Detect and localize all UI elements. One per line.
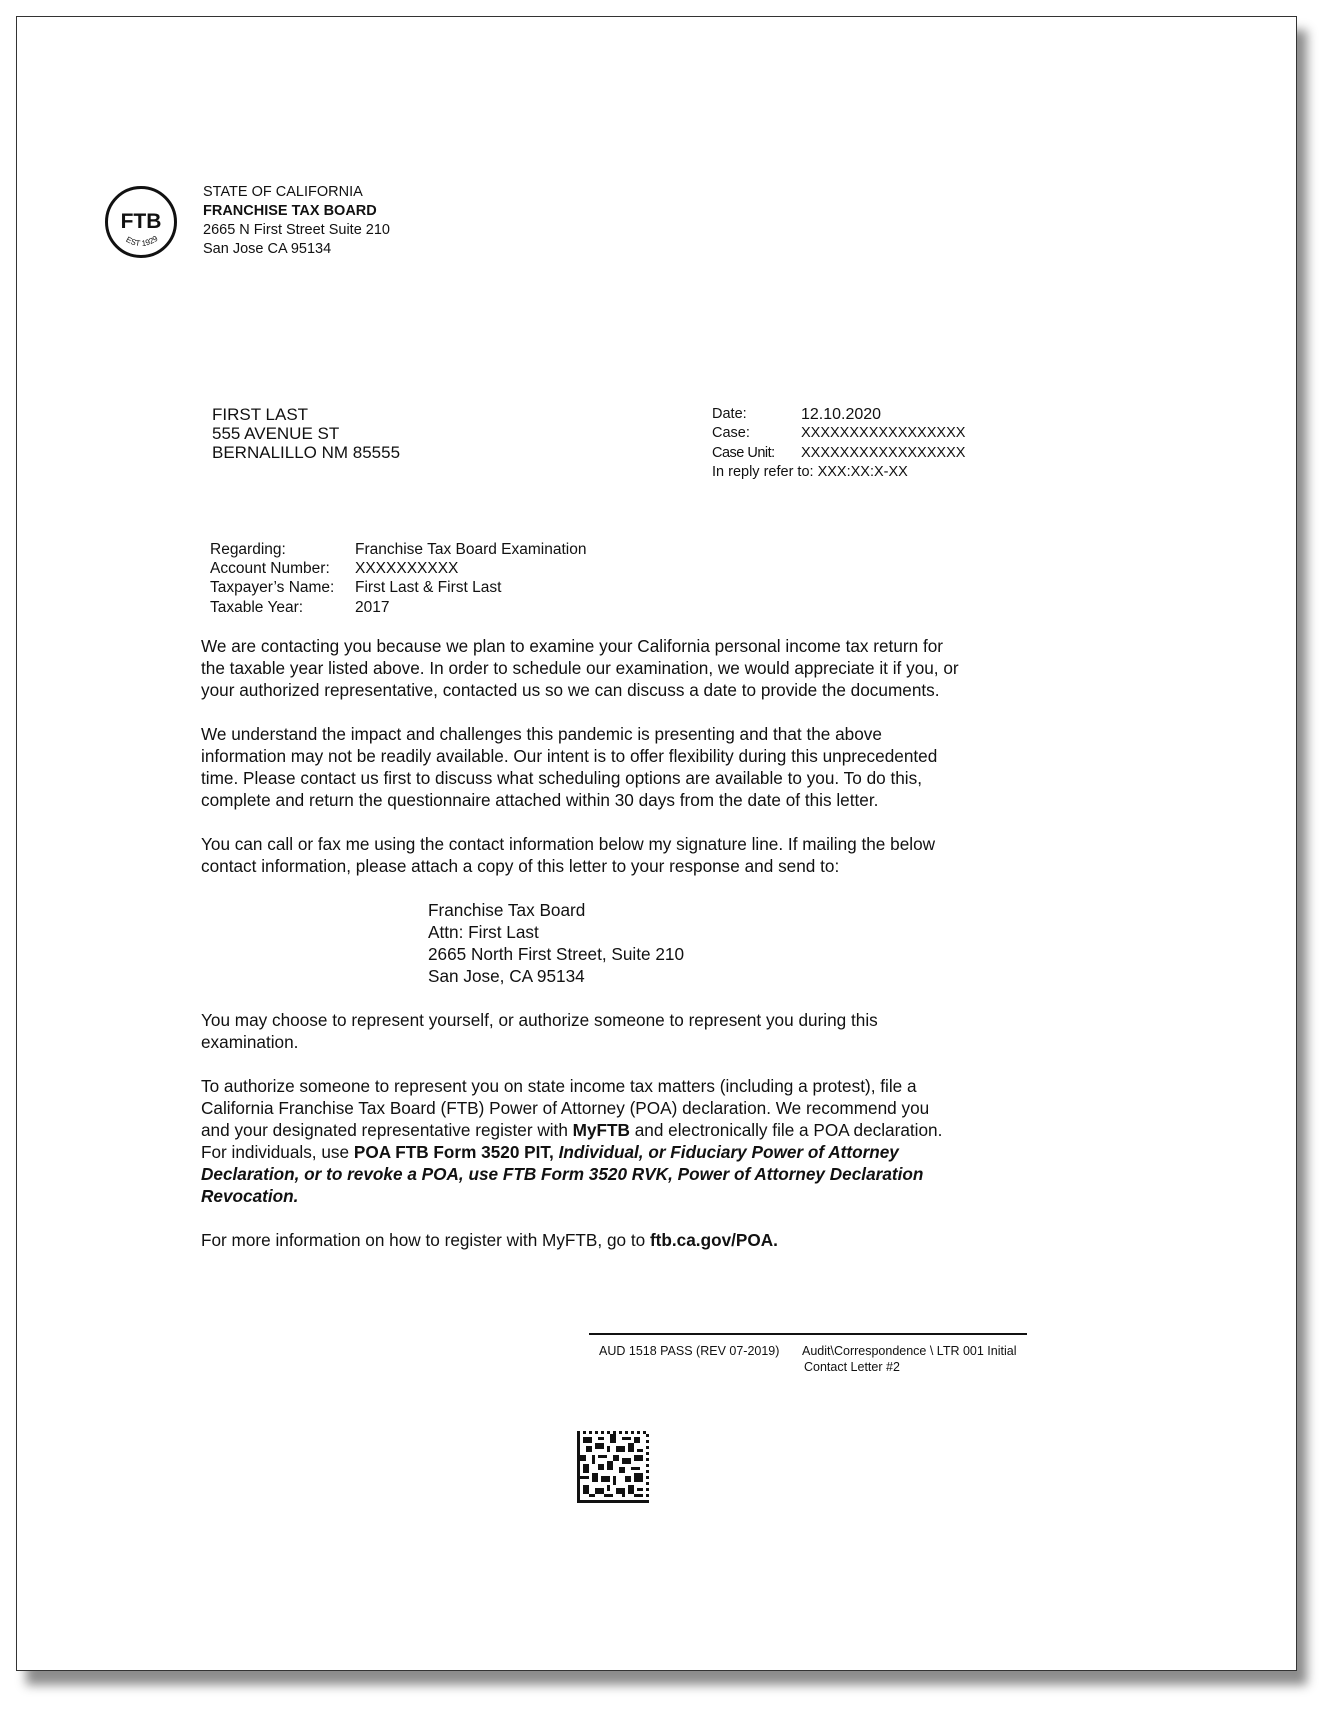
taxable-year-row — [210, 598, 586, 617]
regarding-block — [210, 540, 586, 617]
paragraph-representation: You may choose to represent yourself, or authorize someone to represent you during this examination. — [201, 1010, 878, 1052]
agency-street: 2665 N First Street Suite 210 — [203, 222, 390, 238]
addressee-name: FIRST LAST — [212, 405, 309, 424]
case-unit-row — [712, 444, 965, 463]
addressee-street: 555 AVENUE ST — [212, 424, 340, 443]
form-path-line-1: Audit\Correspondence \ LTR 001 Initial — [802, 1344, 1017, 1358]
agency-name: FRANCHISE TAX BOARD — [203, 203, 377, 219]
ftb-seal-icon — [104, 185, 178, 259]
case-unit-value: XXXXXXXXXXXXXXXXX — [801, 444, 966, 461]
myftb-term: MyFTB — [572, 1120, 630, 1140]
date-value: 12.10.2020 — [801, 406, 882, 423]
regarding-label: Regarding: — [210, 541, 286, 558]
paragraph-intro: We are contacting you because we plan to examine your California personal income tax return for the taxable year listed above. In order to schedule our examination, we would appreciate it if you, or your authorized representative, contacted us so we can discuss a date to provide the documents. — [201, 636, 959, 700]
letter-body — [201, 635, 961, 1273]
regarding-value: Franchise Tax Board Examination — [355, 541, 587, 558]
poa-form-name: POA FTB Form 3520 PIT, — [353, 1142, 559, 1162]
account-number-label: Account Number: — [210, 560, 330, 578]
agency-city: San Jose CA 95134 — [203, 241, 332, 257]
addressee-block — [212, 405, 400, 462]
taxable-year-label: Taxable Year: — [210, 598, 304, 616]
account-number-value: XXXXXXXXXX — [355, 560, 459, 578]
poa-text-2: and electronically file a POA declaration. For individuals, use — [201, 1120, 943, 1162]
taxable-year-value: 2017 — [355, 598, 390, 616]
form-id: AUD 1518 PASS (REV 07-2019) — [599, 1344, 780, 1358]
case-unit-label: Case Unit: — [712, 444, 775, 461]
form-path-line-2: Contact Letter #2 — [804, 1360, 900, 1374]
account-number-row — [210, 559, 586, 578]
case-value: XXXXXXXXXXXXXXXXX — [801, 425, 966, 442]
taxpayer-name-value: First Last & First Last — [355, 579, 502, 597]
agency-state: STATE OF CALIFORNIA — [203, 184, 363, 200]
paragraph-contact: You can call or fax me using the contact information below my signature line. If mailing the below contact information, please attach a copy of this letter to your response and send to: — [201, 834, 936, 876]
poa-url: ftb.ca.gov/POA. — [649, 1230, 778, 1250]
datamatrix-barcode-icon — [577, 1431, 649, 1503]
paragraph-pandemic: We understand the impact and challenges this pandemic is presenting and that the above information may not be readily available. Our intent is to offer flexibility during this unprecedented time. Please contact us first to discuss what scheduling options are available to you. To do this, complete and return the questionnaire attached within 30 days from the date of this letter. — [201, 724, 938, 810]
date-label: Date: — [712, 406, 747, 422]
logo-initials: FTB — [120, 210, 162, 233]
reference-block — [712, 405, 965, 482]
poa-form-title: Individual, or Fiduciary Power of Attorney Declaration, or to revoke a POA, use FTB Form 3520 RVK, Power of Attorney Declaration Revocation. — [201, 1142, 924, 1206]
reply-reference: In reply refer to: XXX:XX:X-XX — [712, 463, 908, 480]
mailing-line-4: San Jose, CA 95134 — [428, 966, 585, 986]
case-label: Case: — [712, 425, 750, 442]
form-path — [802, 1343, 1032, 1375]
taxpayer-name-row — [210, 578, 586, 597]
agency-header — [203, 183, 390, 259]
addressee-city: BERNALILLO NM 85555 — [212, 443, 401, 462]
taxpayer-name-label: Taxpayer’s Name: — [210, 579, 335, 597]
date-row — [712, 405, 965, 424]
regarding-row — [210, 540, 586, 559]
paragraph-poa — [201, 1075, 961, 1207]
more-info-text: For more information on how to register with MyFTB, go to — [201, 1230, 650, 1250]
paragraph-more-info — [201, 1229, 961, 1251]
case-row — [712, 424, 965, 443]
mailing-line-3: 2665 North First Street, Suite 210 — [428, 944, 685, 964]
poa-text-1: To authorize someone to represent you on state income tax matters (including a protest), file a California Franchise Tax Board (FTB) Power of Attorney (POA) declaration. We recommend you and your designated representative register with — [201, 1076, 930, 1140]
mailing-line-1: Franchise Tax Board — [428, 900, 586, 920]
mailing-address — [428, 899, 961, 987]
mailing-line-2: Attn: First Last — [428, 922, 539, 942]
letter-page — [16, 16, 1297, 1671]
logo-established: EST 1929 — [124, 233, 160, 249]
footer-divider — [589, 1333, 1027, 1335]
